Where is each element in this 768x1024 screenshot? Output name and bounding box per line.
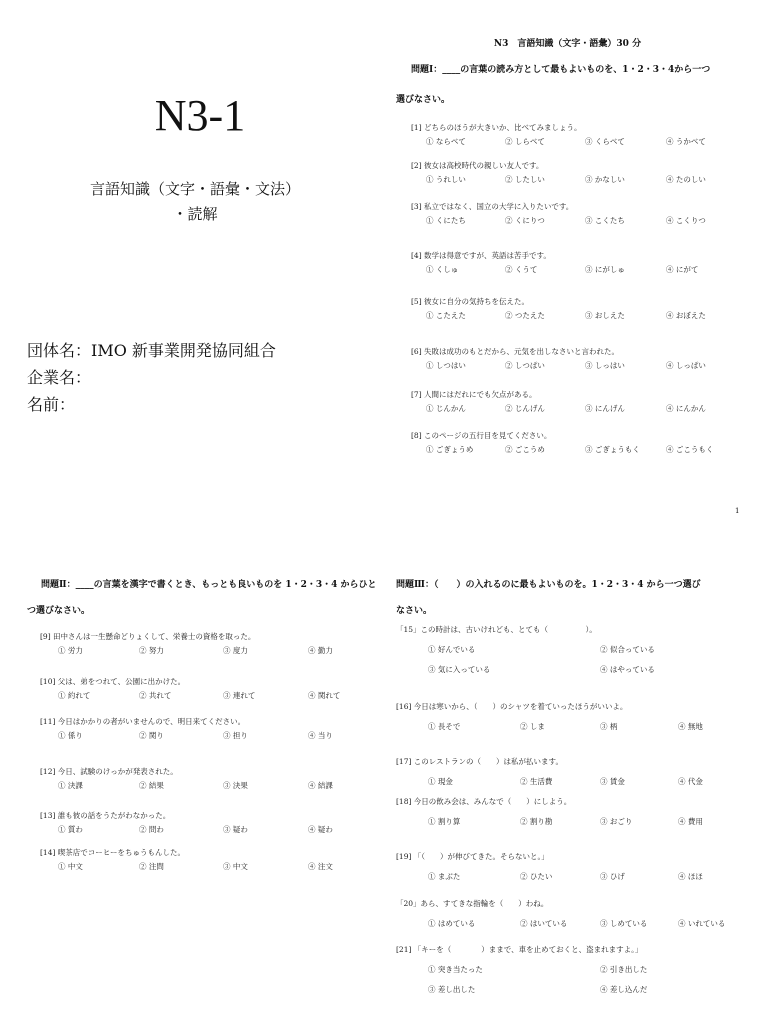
cover-subtitle: 言語知識（文字・語彙・文法） (89, 180, 300, 198)
question-text: 「20」あら、すてきな指輪を（ ）わね。 (396, 899, 549, 908)
answer-option: ④ こくりつ (666, 216, 706, 225)
answer-option: ② 引き出した (600, 965, 648, 974)
answer-option: ① 中文 (58, 862, 83, 871)
answer-option: ③ くらべて (585, 137, 625, 146)
answer-option: ② じんげん (505, 404, 545, 413)
mondai-2-instruction-2: つ選びなさい。 (27, 606, 91, 616)
question-text: [12] 今日、試験のけっかが発表された。 (40, 767, 178, 776)
answer-option: ② ひたい (520, 872, 553, 881)
answer-option: ② 問わ (139, 825, 164, 834)
answer-option: ③ 差し出した (428, 985, 476, 994)
answer-option: ③ 疑わ (223, 825, 248, 834)
answer-option: ① くにたち (426, 216, 466, 225)
answer-option: ① 長そで (428, 722, 461, 731)
answer-option: ③ 中文 (223, 862, 248, 871)
answer-option: ④ しっぱい (666, 361, 706, 370)
question-text: [8] このページの五行目を見てください。 (411, 431, 552, 440)
answer-option: ③ かなしい (585, 175, 625, 184)
answer-option: ③ 連れて (223, 691, 256, 700)
answer-option: ① 係り (58, 731, 83, 740)
answer-option: ④ たのしい (666, 175, 706, 184)
mondai-2-instruction: 問題Ⅱ：____の言葉を漢字で書くとき、もっとも良いものを 1・2・3・4 からひと (41, 580, 377, 590)
answer-option: ② 努力 (139, 646, 164, 655)
answer-option: ② はいている (520, 919, 568, 928)
answer-option: ④ 結課 (308, 781, 333, 790)
answer-option: ① 割り算 (428, 817, 461, 826)
answer-option: ③ おしえた (585, 311, 625, 320)
question-text: [16] 今日は寒いから、（ ）のシャツを着ていったほうがいいよ。 (396, 702, 628, 711)
question-text: [5] 彼女に自分の気持ちを伝えた。 (411, 297, 530, 306)
answer-option: ① 約れて (58, 691, 91, 700)
cover-title: N3-1 (154, 91, 246, 140)
answer-option: ④ 費用 (678, 817, 703, 826)
answer-option: ④ 疑わ (308, 825, 333, 834)
answer-option: ① 現金 (428, 777, 453, 786)
answer-option: ① こたえた (426, 311, 466, 320)
answer-option: ② しま (520, 722, 545, 731)
mondai-1-instruction: 問題Ⅰ：____の言葉の読み方として最もよいものを、1・2・3・4から一つ (411, 65, 711, 75)
answer-option: ③ こくたち (585, 216, 625, 225)
question-text: [14] 喫茶店でコーヒーをちゅうもんした。 (40, 848, 185, 857)
section-header: N3 言語知識（文字・語彙）30 分 (493, 39, 642, 49)
answer-option: ④ 差し込んだ (600, 985, 648, 994)
name-line: 名前： (27, 395, 76, 414)
answer-option: ④ 代金 (678, 777, 703, 786)
question-text: [10] 父は、弟をつれて、公園に出かけた。 (40, 677, 186, 686)
answer-option: ② 割り勘 (520, 817, 553, 826)
answer-option: ② ごこうめ (505, 445, 545, 454)
answer-option: ③ にがしゅ (585, 265, 625, 274)
answer-option: ② 似合っている (600, 645, 655, 654)
answer-option: ① うれしい (426, 175, 466, 184)
answer-option: ③ にんげん (585, 404, 625, 413)
answer-option: ③ おごり (600, 817, 633, 826)
question-text: [11] 今日はかかりの者がいませんので、明日来てください。 (40, 717, 246, 726)
answer-option: ① ごぎょうめ (426, 445, 474, 454)
question-text: [7] 人間にはだれにでも欠点がある。 (411, 390, 537, 399)
answer-option: ① 労力 (58, 646, 83, 655)
question-text: [19] 「（ ）が伸びてきた。そらないと。」 (396, 852, 549, 861)
question-text: [17] このレストランの（ ）は私が払います。 (396, 757, 563, 766)
answer-option: ① じんかん (426, 404, 466, 413)
answer-option: ④ 注文 (308, 862, 333, 871)
mondai-3-instruction: 問題Ⅲ：（ ）の入れるのに最もよいものを。1・2・3・4 から一つ選び (396, 580, 701, 590)
answer-option: ③ しめている (600, 919, 648, 928)
answer-option: ④ 関れて (308, 691, 341, 700)
question-text: [13] 誰も彼の話をうたがわなかった。 (40, 811, 171, 820)
answer-option: ② 共れて (139, 691, 172, 700)
answer-option: ① 決課 (58, 781, 83, 790)
answer-option: ① はめている (428, 919, 476, 928)
question-text: [1] どちらのほうが大きいか、比べてみましょう。 (411, 123, 582, 132)
answer-option: ② しつぱい (505, 361, 545, 370)
answer-option: ④ 無地 (678, 722, 703, 731)
answer-option: ③ 気に入っている (428, 665, 491, 674)
answer-option: ② つたえた (505, 311, 545, 320)
company-line: 企業名： (27, 368, 92, 387)
question-text: [21] 「キーを（ ）ままで、車を止めておくと、盗まれますよ。」 (396, 945, 643, 954)
answer-option: ① しつはい (426, 361, 466, 370)
answer-option: ② したしい (505, 175, 545, 184)
answer-option: ② 注問 (139, 862, 164, 871)
answer-option: ③ ごぎょうもく (585, 445, 640, 454)
mondai-1-instruction-2: 選びなさい。 (396, 95, 451, 105)
question-text: [9] 田中さんは一生懸命どりょくして、栄養士の資格を取った。 (40, 632, 256, 641)
question-text: [6] 失敗は成功のもとだから、元気を出しなさいと言われた。 (411, 347, 620, 356)
answer-option: ② 結果 (139, 781, 164, 790)
answer-option: ① まぶた (428, 872, 461, 881)
answer-option: ② しらべて (505, 137, 545, 146)
mondai-3-instruction-2: なさい。 (396, 606, 433, 616)
answer-option: ③ しっはい (585, 361, 625, 370)
answer-option: ① 質わ (58, 825, 83, 834)
answer-option: ③ 賃金 (600, 777, 625, 786)
answer-option: ④ はやっている (600, 665, 655, 674)
answer-option: ① 突き当たった (428, 965, 483, 974)
answer-option: ④ ごこうもく (666, 445, 714, 454)
question-text: [3] 私立ではなく、国立の大学に入りたいです。 (411, 202, 574, 211)
answer-option: ③ 担り (223, 731, 248, 740)
answer-option: ④ ほほ (678, 872, 703, 881)
question-text: [4] 数学は得意ですが、英語は苦手です。 (411, 251, 551, 260)
question-text: [2] 彼女は高校時代の親しい友人です。 (411, 161, 544, 170)
answer-option: ④ おぼえた (666, 311, 706, 320)
page-number: 1 (735, 507, 740, 515)
answer-option: ③ 決果 (223, 781, 248, 790)
answer-option: ② くにりつ (505, 216, 545, 225)
answer-option: ① ならべて (426, 137, 466, 146)
answer-option: ① くしゅ (426, 265, 459, 274)
organization-line: 団体名：IMO 新事業開発協同組合 (27, 341, 276, 360)
answer-option: ② 生活費 (520, 777, 553, 786)
answer-option: ③ 度力 (223, 646, 248, 655)
answer-option: ② 関り (139, 731, 164, 740)
answer-option: ③ 柄 (600, 722, 618, 731)
answer-option: ④ いれている (678, 919, 726, 928)
answer-option: ④ 当り (308, 731, 333, 740)
question-text: 「15」この時計は、古いけれども、とても（ ）。 (396, 625, 597, 634)
answer-option: ④ にがて (666, 265, 699, 274)
answer-option: ① 好んでいる (428, 645, 476, 654)
cover-subtitle-2: ・読解 (172, 205, 218, 223)
answer-option: ④ 勤力 (308, 646, 333, 655)
answer-option: ③ ひげ (600, 872, 625, 881)
question-text: [18] 今日の飲み会は、みんなで（ ）にしよう。 (396, 797, 572, 806)
answer-option: ④ にんかん (666, 404, 706, 413)
answer-option: ② くうて (505, 265, 538, 274)
answer-option: ④ うかべて (666, 137, 706, 146)
